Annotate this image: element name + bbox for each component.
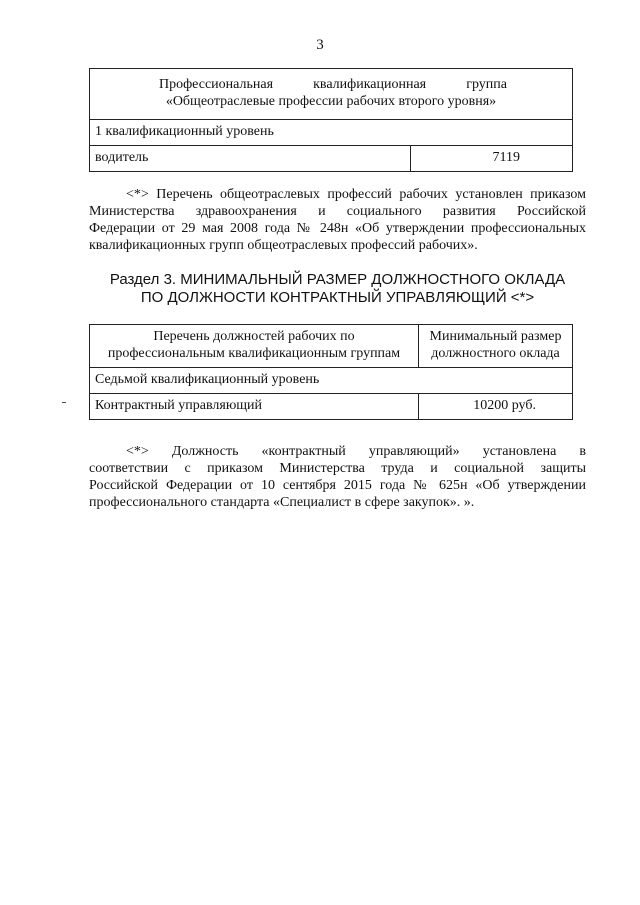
section-title-line-2: ПО ДОЛЖНОСТИ КОНТРАКТНЫЙ УПРАВЛЯЮЩИЙ <*> (140, 289, 535, 306)
text-line: профессионального стандарта «Специалист в сфере закупок». ». (89, 495, 475, 510)
section-title-line-1: Раздел 3. МИНИМАЛЬНЫЙ РАЗМЕР ДОЛЖНОСТНОГО ОКЛАДА (109, 271, 566, 288)
qualification-group-header (90, 69, 573, 120)
header-word: Профессиональная (159, 77, 274, 93)
table-header-row (90, 325, 573, 368)
contract-manager-table (89, 324, 573, 420)
text-line: квалификационных групп общеотраслевых профессий рабочих». (89, 238, 478, 253)
qualification-group-table (89, 68, 573, 172)
text-line: <*> Перечень общеотраслевых профессий рабочих установлен приказом (126, 187, 586, 202)
header-line: Перечень должностей рабочих по (153, 329, 355, 345)
table-header-row (90, 69, 573, 120)
text-line: Федерации от 29 мая 2008 года № 248н «Об утверждении профессиональных (89, 221, 586, 236)
page-number: 3 (316, 37, 324, 53)
header-line-1 (95, 77, 567, 94)
qualification-level-cell: Седьмой квалификационный уровень (90, 368, 573, 394)
position-cell: Контрактный управляющий (90, 394, 419, 420)
text-line: Министерства здравоохранения и социального развития Российской (89, 204, 586, 219)
header-line: Минимальный размер (429, 329, 562, 345)
table-row (90, 146, 573, 172)
qualification-level-cell: 1 квалификационный уровень (90, 120, 573, 146)
salary-cell: 7119 (411, 146, 573, 172)
header-word: группа (466, 77, 507, 93)
text-line: <*> Должность «контрактный управляющий» установлена в (126, 444, 586, 459)
header-line-2: «Общеотраслевые профессии рабочих второго уровня» (165, 94, 497, 109)
table-row (90, 368, 573, 394)
column-header-salary (419, 325, 573, 368)
table-row (90, 120, 573, 146)
footnote-2 (89, 443, 586, 511)
header-word: квалификационная (313, 77, 427, 93)
table-row (90, 394, 573, 420)
text-line: Российской Федерации от 10 сентября 2015 года № 625н «Об утверждении (89, 478, 586, 493)
footnote-1 (89, 186, 586, 254)
scan-mark (62, 402, 66, 403)
header-line: профессиональным квалификационным группам (107, 346, 401, 361)
salary-cell: 10200 руб. (419, 394, 573, 420)
position-cell: водитель (90, 146, 411, 172)
column-header-positions (90, 325, 419, 368)
section-title (89, 271, 586, 307)
header-line: должностного оклада (431, 346, 560, 361)
text-line: соответствии с приказом Министерства труда и социальной защиты (89, 461, 586, 476)
